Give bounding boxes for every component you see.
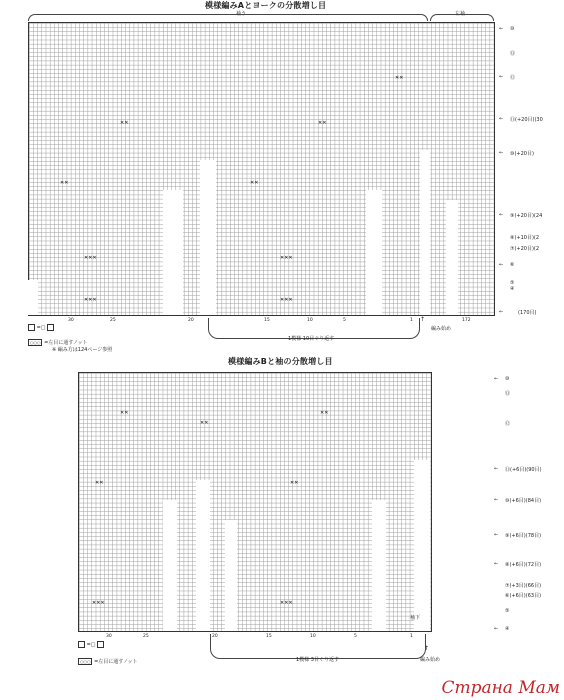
cross-stitch-symbol: ✕✕ <box>318 120 327 126</box>
col-number: 10 <box>307 318 313 323</box>
cross-stitch-symbol: ✕✕✕ <box>280 297 293 303</box>
row-arrow-icon: ← <box>494 561 499 567</box>
row-label: ⑫ <box>510 75 516 81</box>
cross-stitch-symbol: ✕✕ <box>120 410 129 416</box>
row-label: ⑤ <box>510 280 515 286</box>
top-chart-gap <box>163 190 183 315</box>
cross-stitch-symbol: ✕✕✕ <box>280 255 293 261</box>
top-legend-symbol <box>28 324 54 331</box>
bottom-chart-gap <box>163 500 177 631</box>
row-label: ⑩ <box>510 26 515 32</box>
cross-stitch-symbol: ✕✕ <box>395 75 404 81</box>
top-chart-gap <box>28 280 38 315</box>
row-arrow-icon: ← <box>494 466 499 472</box>
bottom-start-label: 編み始め <box>420 657 441 663</box>
row-label: ⑧(+10目)(2 <box>510 235 540 241</box>
knot-symbol-icon: ○○○ <box>30 340 41 345</box>
row-label: ④ <box>505 626 510 632</box>
col-number: 1 <box>410 318 413 323</box>
row-arrow-icon: ← <box>494 376 499 382</box>
legend-text: =左目に通すノット <box>94 659 138 665</box>
bottom-side-label: 袖下 <box>410 615 421 621</box>
col-number: 25 <box>143 634 149 639</box>
top-repeat-label: 1模様 10目ぐり返す <box>288 336 335 342</box>
bottom-chart-gap <box>414 460 430 631</box>
top-chart-gap <box>366 190 382 315</box>
row-arrow-icon: ← <box>494 497 499 503</box>
empty-cell-icon <box>28 324 35 331</box>
bottom-repeat-label: 1模様 3目ぐり返す <box>296 657 339 663</box>
cross-stitch-symbol: ✕✕✕ <box>280 600 293 606</box>
empty-cell-icon <box>97 641 104 648</box>
top-chart-gap <box>200 160 216 315</box>
bottom-chart-gap <box>196 480 210 631</box>
row-label: ⑦(+3目)(66目) <box>505 583 542 589</box>
cross-stitch-symbol: ✕✕ <box>290 480 299 486</box>
col-number: 20 <box>188 318 194 323</box>
row-label: ⑬ <box>505 391 511 397</box>
cross-stitch-symbol: ✕✕ <box>60 180 69 186</box>
col-number: 5 <box>354 634 357 639</box>
row-arrow-icon: ← <box>499 150 504 156</box>
col-number: 5 <box>343 318 346 323</box>
row-arrow-icon: ← <box>494 532 499 538</box>
bottom-chart-title: 模様編みBと袖の分散増し目 <box>228 357 333 366</box>
row-label: ⑨(+6目)(78目) <box>505 533 542 539</box>
row-arrow-icon: ← <box>499 26 504 32</box>
top-start-label: 編み始め <box>431 326 452 332</box>
bottom-chart-gap <box>225 520 237 631</box>
col-number: 20 <box>212 634 218 639</box>
row-label: ⑪(+20目)(30 <box>510 117 543 123</box>
row-label: ⑩(+6目)(84目) <box>505 498 542 504</box>
row-label: ⑤ <box>505 608 510 614</box>
bottom-legend-note-1 <box>78 658 138 665</box>
legend-symbol-text: =□ <box>36 325 46 331</box>
top-section-bracket-right <box>430 14 494 21</box>
row-label: ⑩(+20目) <box>510 151 534 157</box>
col-number: 15 <box>266 634 272 639</box>
row-label: ⑧(+6目)(72目) <box>505 562 542 568</box>
col-number: 10 <box>310 634 316 639</box>
col-number: 30 <box>106 634 112 639</box>
row-label: ⑩ <box>505 376 510 382</box>
cross-stitch-symbol: ✕✕✕ <box>84 255 97 261</box>
row-label: (170目) <box>518 310 537 316</box>
empty-cell-icon <box>78 641 85 648</box>
cross-stitch-symbol: ✕✕✕ <box>92 600 105 606</box>
cross-stitch-symbol: ✕✕✕ <box>84 297 97 303</box>
row-label: ⑨(+20目)(24 <box>510 213 543 219</box>
row-label: ⑫ <box>505 421 511 427</box>
site-watermark-logo: Страна Мам <box>441 678 560 698</box>
row-arrow-icon: ← <box>499 74 504 80</box>
top-left-section-label: 袖う <box>236 11 247 17</box>
col-number: 30 <box>68 318 74 323</box>
cross-stitch-symbol: ✕✕ <box>95 480 104 486</box>
cross-stitch-symbol: ✕✕ <box>320 410 329 416</box>
top-chart-title: 模様編みAとヨークの分散増し目 <box>205 1 327 10</box>
cross-stitch-symbol: ✕✕ <box>250 180 259 186</box>
col-number: 1 <box>410 634 413 639</box>
cross-stitch-symbol: ✕✕ <box>120 120 129 126</box>
row-arrow-icon: ← <box>499 116 504 122</box>
col-number: 15 <box>264 318 270 323</box>
row-arrow-icon: ← <box>499 262 504 268</box>
top-chart-gap <box>420 150 430 315</box>
row-arrow-icon: ← <box>499 309 504 315</box>
row-label: ⑥(+6目)(63目) <box>505 593 542 599</box>
empty-cell-icon <box>47 324 54 331</box>
top-legend-note-2: ※ 編み方は124ページ参照 <box>52 347 113 353</box>
col-number: 25 <box>110 318 116 323</box>
top-section-bracket-left <box>28 14 428 21</box>
row-arrow-icon: ← <box>494 626 499 632</box>
top-right-section-label: 左袖 <box>455 11 466 17</box>
top-chart-gap <box>446 200 458 315</box>
row-label: ⑥ <box>510 262 515 268</box>
knot-symbol-icon: ○○○ <box>80 659 91 664</box>
cross-stitch-symbol: ✕✕ <box>200 420 209 426</box>
bottom-legend-symbol <box>78 641 104 648</box>
top-legend-note-1 <box>28 339 88 346</box>
col-number: 172 <box>462 318 471 323</box>
start-arrow-icon: ↑ <box>420 316 426 323</box>
start-arrow-icon: ↑ <box>424 645 430 652</box>
row-arrow-icon: ← <box>499 212 504 218</box>
row-label: ④ <box>510 286 515 292</box>
row-label: ⑬ <box>510 51 516 57</box>
row-label: ⑦(+20目)(2 <box>510 246 540 252</box>
legend-symbol-text: =□ <box>86 642 96 648</box>
bottom-chart-gap <box>372 500 386 631</box>
row-label: ⑪(+6目)(90目) <box>505 467 542 473</box>
legend-text: =左目に通すノット <box>44 340 88 346</box>
